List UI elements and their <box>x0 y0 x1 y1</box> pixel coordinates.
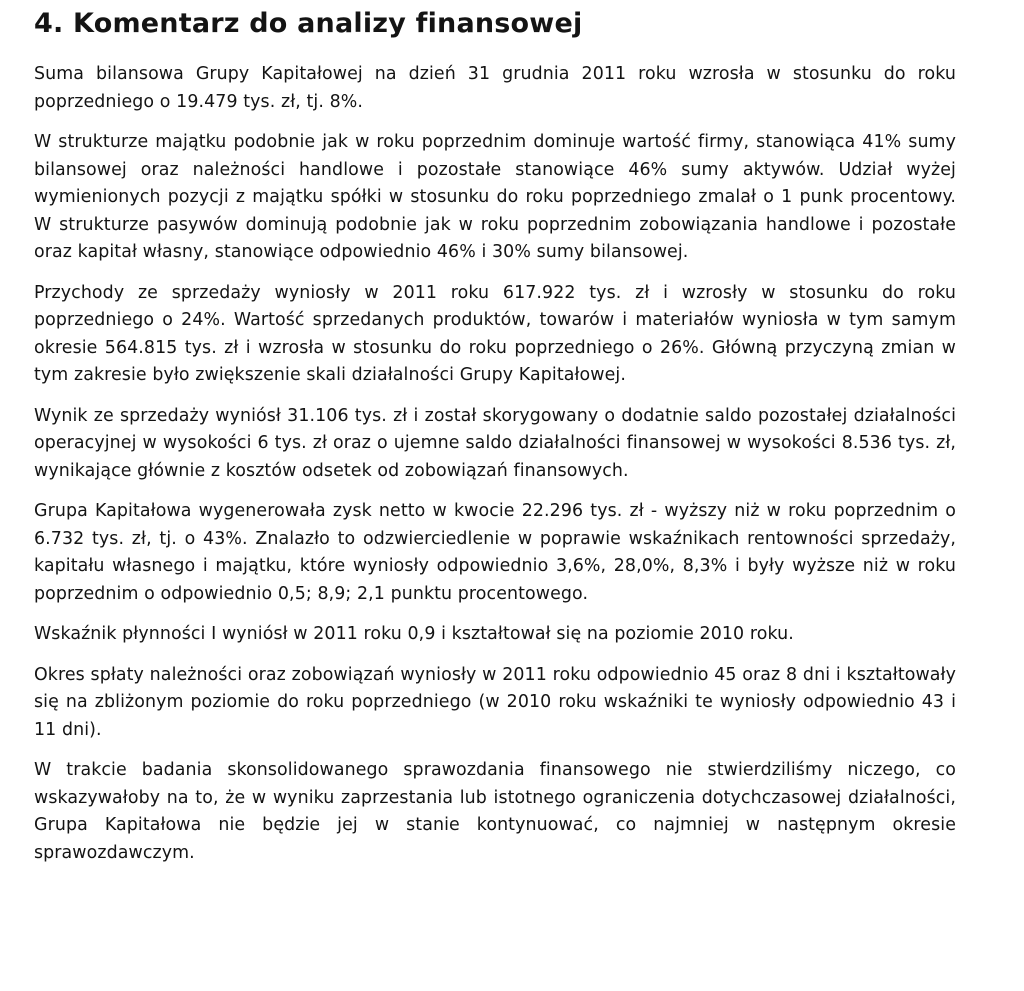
paragraph-liquidity-ratio: Wskaźnik płynności I wyniósł w 2011 roku 0,9 i kształtował się na poziomie 2010 roku. <box>34 624 794 644</box>
paragraph-asset-structure: W strukturze majątku podobnie jak w roku poprzednim dominuje wartość firmy, stanowiąca 41% sumy bilansowej oraz należności handlowe i pozostałe stanowiące 46% sumy aktywów. Udział wyżej wymienionych pozycji z majątku spółki w stosunku do roku poprzedniego zmalał o 1 punk procentowy. W strukturze pasywów dominują podobnie jak w roku poprzednim zobowiązania handlowe i pozostałe oraz kapitał własny, stanowiące odpowiednio 46% i 30% sumy bilansowej. <box>34 132 956 262</box>
paragraph-payment-periods: Okres spłaty należności oraz zobowiązań wyniosły w 2011 roku odpowiednio 45 oraz 8 dni i kształtowały się na zbliżonym poziomie do roku poprzedniego (w 2010 roku wskaźniki te wyniosły odpowiednio 43 i 11 dni). <box>34 664 956 740</box>
document-page <box>34 6 956 880</box>
section-heading: 4. Komentarz do analizy finansowej <box>34 8 583 39</box>
paragraph-sales-revenue: Przychody ze sprzedaży wyniosły w 2011 roku 617.922 tys. zł i wzrosły w stosunku do roku poprzedniego o 24%. Wartość sprzedanych produktów, towarów i materiałów wyniosła w tym samym okresie 564.815 tys. zł i wzrosła w stosunku do roku poprzedniego o 26%. Główną przyczyną zmian w tym zakresie było zwiększenie skali działalności Grupy Kapitałowej. <box>34 282 956 385</box>
paragraph-net-profit: Grupa Kapitałowa wygenerowała zysk netto w kwocie 22.296 tys. zł - wyższy niż w roku poprzednim o 6.732 tys. zł, tj. o 43%. Znalazło to odzwierciedlenie w poprawie wskaźnikach rentowności sprzedaży, kapitału własnego i majątku, które wyniosły odpowiednio 3,6%, 28,0%, 8,3% i były wyższe niż w roku poprzednim o odpowiednio 0,5; 8,9; 2,1 punktu procentowego. <box>34 501 956 604</box>
paragraph-going-concern: W trakcie badania skonsolidowanego sprawozdania finansowego nie stwierdziliśmy niczego, co wskazywałoby na to, że w wyniku zaprzestania lub istotnego ograniczenia dotychczasowej działalności, Grupa Kapitałowa nie będzie jej w stanie kontynuować, co najmniej w następnym okresie sprawozdawczym. <box>34 760 956 863</box>
paragraph-balance-sum: Suma bilansowa Grupy Kapitałowej na dzień 31 grudnia 2011 roku wzrosła w stosunku do roku poprzedniego o 19.479 tys. zł, tj. 8%. <box>34 64 956 112</box>
paragraph-sales-result: Wynik ze sprzedaży wyniósł 31.106 tys. zł i został skorygowany o dodatnie saldo pozostałej działalności operacyjnej w wysokości 6 tys. zł oraz o ujemne saldo działalności finansowej w wysokości 8.536 tys. zł, wynikające głównie z kosztów odsetek od zobowiązań finansowych. <box>34 405 956 481</box>
